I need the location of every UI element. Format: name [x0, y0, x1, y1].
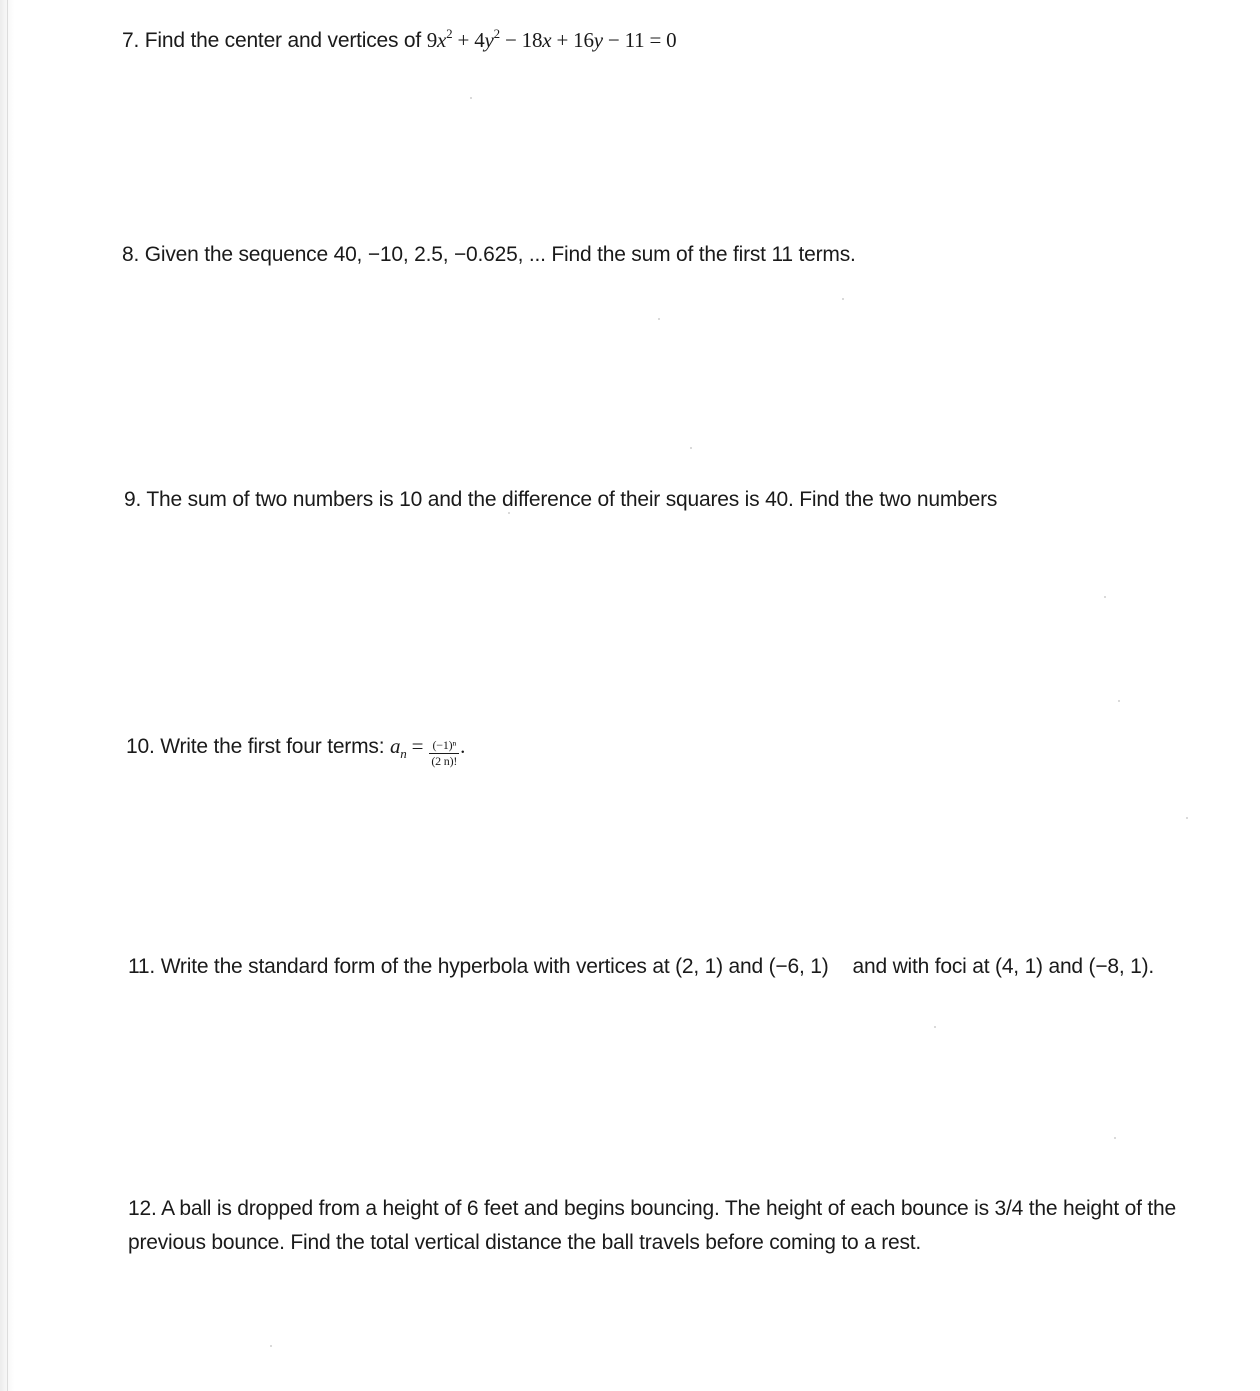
scan-speck	[270, 1345, 272, 1347]
question-11-text-b: and with foci at (4, 1) and (−8, 1).	[852, 955, 1155, 978]
scan-speck	[470, 97, 472, 99]
eq-exp-2b: 2	[493, 26, 500, 41]
question-9	[124, 483, 997, 516]
eq-exp-2: 2	[446, 26, 453, 41]
eq-var-y2: y	[593, 28, 603, 52]
formula-numerator: (−1)ⁿ	[429, 739, 459, 754]
scan-speck	[934, 1026, 936, 1028]
scan-speck	[658, 318, 660, 320]
question-7-text: Find the center and vertices of	[144, 29, 422, 52]
question-12-number: 12.	[128, 1197, 157, 1220]
question-9-text: The sum of two numbers is 10 and the difference of their squares is 40. Find the two numbers	[146, 488, 998, 511]
formula-fraction	[429, 739, 459, 768]
formula-denominator: (2 n)!	[431, 754, 458, 768]
eq-term-11: − 11 = 0	[602, 28, 677, 52]
eq-var-y: y	[484, 28, 494, 52]
formula-sub-n: n	[400, 746, 407, 762]
question-11	[128, 950, 1154, 983]
formula-equals: =	[411, 734, 424, 758]
question-12	[128, 1192, 1218, 1260]
page-edge-line	[7, 0, 8, 1391]
question-11-text-a: Write the standard form of the hyperbola with vertices at (2, 1) and (−6, 1)	[160, 955, 829, 978]
question-10-formula	[389, 734, 466, 768]
eq-var-x2: x	[542, 28, 552, 52]
formula-period: .	[460, 734, 466, 758]
scan-speck	[508, 512, 510, 514]
question-7-equation	[427, 28, 677, 52]
eq-term-18: − 18	[499, 28, 543, 52]
question-7	[122, 24, 676, 57]
question-8-number: 8.	[122, 243, 140, 266]
eq-term-4: + 4	[452, 28, 485, 52]
scan-speck	[1186, 817, 1188, 819]
scan-speck	[842, 298, 844, 300]
eq-term-16: + 16	[551, 28, 594, 52]
eq-coef-9: 9	[426, 28, 438, 52]
question-7-number: 7.	[122, 29, 140, 52]
scan-speck	[1104, 596, 1106, 598]
scan-speck	[1118, 700, 1120, 702]
question-8-text: Given the sequence 40, −10, 2.5, −0.625, ... Find the sum of the first 11 terms.	[144, 243, 856, 266]
formula-var-a: a	[389, 734, 401, 758]
scan-speck	[690, 447, 692, 449]
question-9-number: 9.	[124, 488, 142, 511]
question-11-number: 11.	[128, 955, 156, 978]
eq-var-x: x	[437, 28, 447, 52]
question-8	[122, 238, 856, 271]
scan-speck	[1114, 1137, 1116, 1139]
question-10	[126, 730, 465, 770]
question-10-text: Write the first four terms:	[160, 735, 385, 758]
question-12-text: A ball is dropped from a height of 6 feet and begins bouncing. The height of each bounce is 3/4 the height of the previous bounce. Find the total vertical distance the ball travels before coming to a rest.	[128, 1197, 1176, 1254]
question-10-number: 10.	[126, 735, 155, 758]
